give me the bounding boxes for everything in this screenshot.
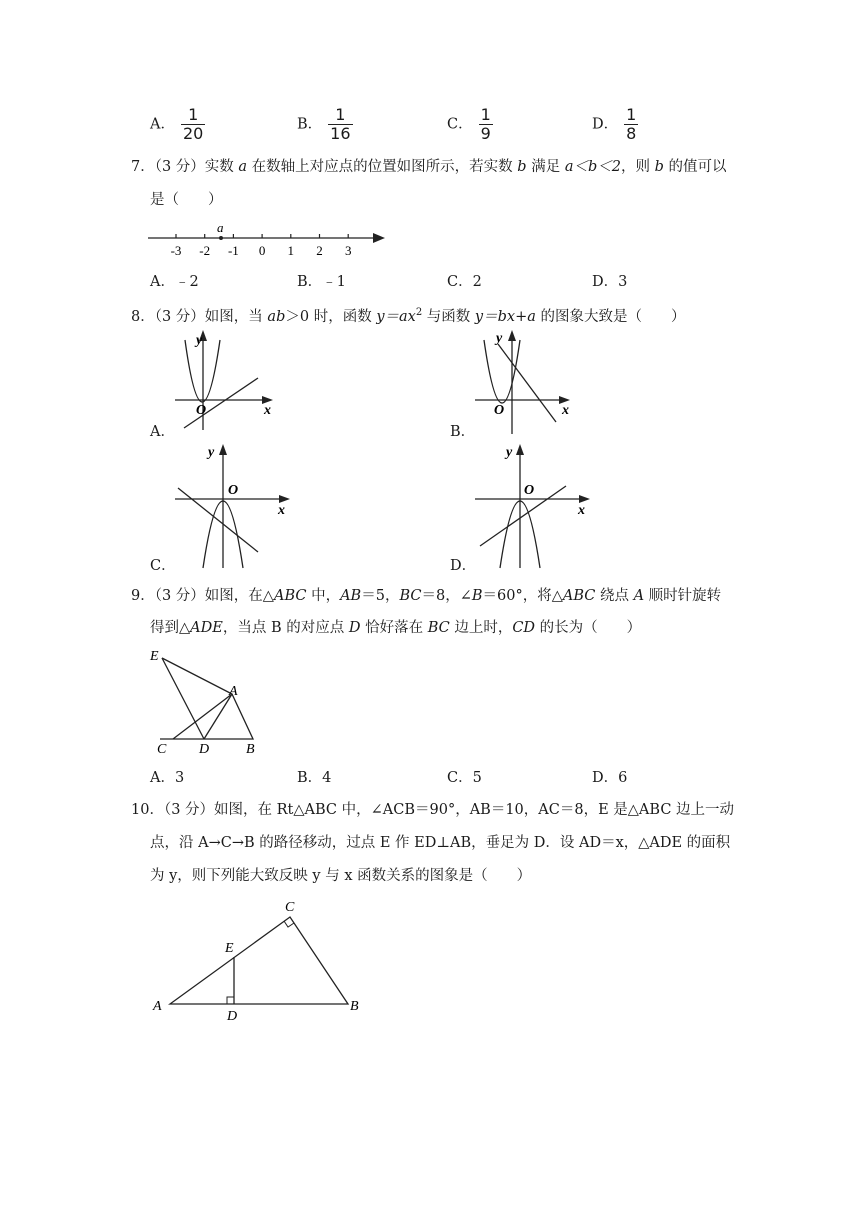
q6-option-c: C． $\frac{1}{9}$ <box>447 105 491 143</box>
q9-stem-line1: 9．（3 分）如图，在△ABC 中，AB＝5，BC＝8，∠B＝60°，将△ABC 绕点 A 顺时针旋转 <box>131 588 722 604</box>
q7-option-d: D．3 <box>592 274 628 290</box>
y-label: y <box>506 445 513 460</box>
fraction: $\frac{1}{9}$ <box>480 105 491 143</box>
q10-stem-line3: 为 y，则下列能大致反映 y 与 x 函数关系的图象是（ ） <box>150 868 532 884</box>
y-axis-arrow-icon <box>219 444 227 455</box>
label-b: B <box>246 742 255 757</box>
x-label: x <box>264 403 271 418</box>
q6-option-a: A． $\frac{1}{20}$ <box>150 105 204 143</box>
arrow-head-icon <box>373 233 385 243</box>
point-a-marker <box>219 236 223 240</box>
triangle-edges <box>160 658 253 739</box>
graph-label-a: A． <box>150 424 175 440</box>
q8-stem: 8．（3 分）如图，当 ab＞0 时，函数 $y=ax^2$ 与函数 y＝bx+a 的图象大致是（ ） <box>131 307 686 325</box>
label-e: E <box>150 649 159 664</box>
segment-ed <box>162 658 204 739</box>
axis-tick-label: 3 <box>344 243 352 258</box>
q6-option-b: B． $\frac{1}{16}$ <box>297 105 351 143</box>
q9-option-c: C．5 <box>447 770 482 786</box>
label-c: C <box>285 900 295 915</box>
q7-option-a: A．﹣2 <box>150 274 199 290</box>
fraction: $\frac{1}{8}$ <box>626 105 637 143</box>
label-c: C <box>157 742 167 757</box>
y-label: y <box>496 331 503 346</box>
right-triangle <box>170 917 348 1004</box>
graph-label-b: B． <box>450 424 476 440</box>
axis-tick-label: -3 <box>170 243 182 258</box>
x-label: x <box>562 403 569 418</box>
origin-label: O <box>494 403 505 418</box>
q7-stem-line2: 是（ ） <box>150 192 223 208</box>
label-a: A <box>229 684 238 699</box>
label-a: A <box>153 999 162 1014</box>
q9-triangle-figure <box>145 645 275 760</box>
graph-option-a <box>170 326 280 432</box>
y-label: y <box>196 333 203 348</box>
segment-ac <box>173 694 232 739</box>
right-angle-mark-d <box>227 997 234 1004</box>
x-axis-arrow-icon <box>279 495 290 503</box>
q9-option-a: A．3 <box>150 770 185 786</box>
label-d: D <box>199 742 210 757</box>
q7-option-b: B．﹣1 <box>297 274 346 290</box>
fraction: $\frac{1}{16}$ <box>330 105 351 143</box>
q10-triangle-figure <box>150 895 370 1025</box>
x-label: x <box>278 503 285 518</box>
line-graph <box>178 488 258 552</box>
q6-option-d: D． $\frac{1}{8}$ <box>592 105 637 143</box>
q7-option-c: C．2 <box>447 274 482 290</box>
q9-option-b: B．4 <box>297 770 332 786</box>
x-axis-arrow-icon <box>579 495 590 503</box>
origin-label: O <box>524 483 535 498</box>
axis-tick-label: -2 <box>199 243 211 258</box>
fraction: $\frac{1}{20}$ <box>182 105 204 143</box>
q10-stem-line1: 10．（3 分）如图，在 Rt△ABC 中，∠ACB＝90°，AB＝10，AC＝8，E 是△ABC 边上一动 <box>131 802 735 818</box>
y-label: y <box>208 445 215 460</box>
q9-stem-line2: 得到△ADE，当点 B 的对应点 D 恰好落在 BC 边上时，CD 的长为（ ） <box>150 620 642 636</box>
y-axis-arrow-icon <box>516 444 524 455</box>
y-axis-arrow-icon <box>508 330 516 341</box>
segment-ad <box>204 694 232 739</box>
point-a-label: a <box>217 220 224 235</box>
graph-label-d: D． <box>450 558 477 574</box>
label-d: D <box>227 1009 238 1024</box>
q10-stem-line2: 点，沿 A→C→B 的路径移动，过点 E 作 ED⊥AB，垂足为 D．设 AD＝x，△ADE 的面积 <box>150 835 731 851</box>
graph-option-c <box>170 440 295 570</box>
origin-label: O <box>228 483 239 498</box>
graph-option-b <box>470 326 580 436</box>
graph-option-d <box>470 440 595 570</box>
axis-tick-label: 1 <box>287 243 295 258</box>
axis-tick-label: 2 <box>316 243 323 258</box>
q7-stem-line1: 7．（3 分）实数 a 在数轴上对应点的位置如图所示，若实数 b 满足 a＜b＜2，则 b 的值可以 <box>131 159 727 175</box>
line-graph <box>480 486 566 546</box>
q9-option-d: D．6 <box>592 770 628 786</box>
axis-tick-label: -1 <box>227 243 239 258</box>
x-label: x <box>578 503 585 518</box>
axis-tick-label: 0 <box>258 243 266 258</box>
line-graph <box>498 344 556 422</box>
graph-label-c: C． <box>150 558 176 574</box>
label-e: E <box>225 941 234 956</box>
number-line-figure <box>145 218 390 260</box>
label-b: B <box>350 999 359 1014</box>
origin-label: O <box>196 403 207 418</box>
